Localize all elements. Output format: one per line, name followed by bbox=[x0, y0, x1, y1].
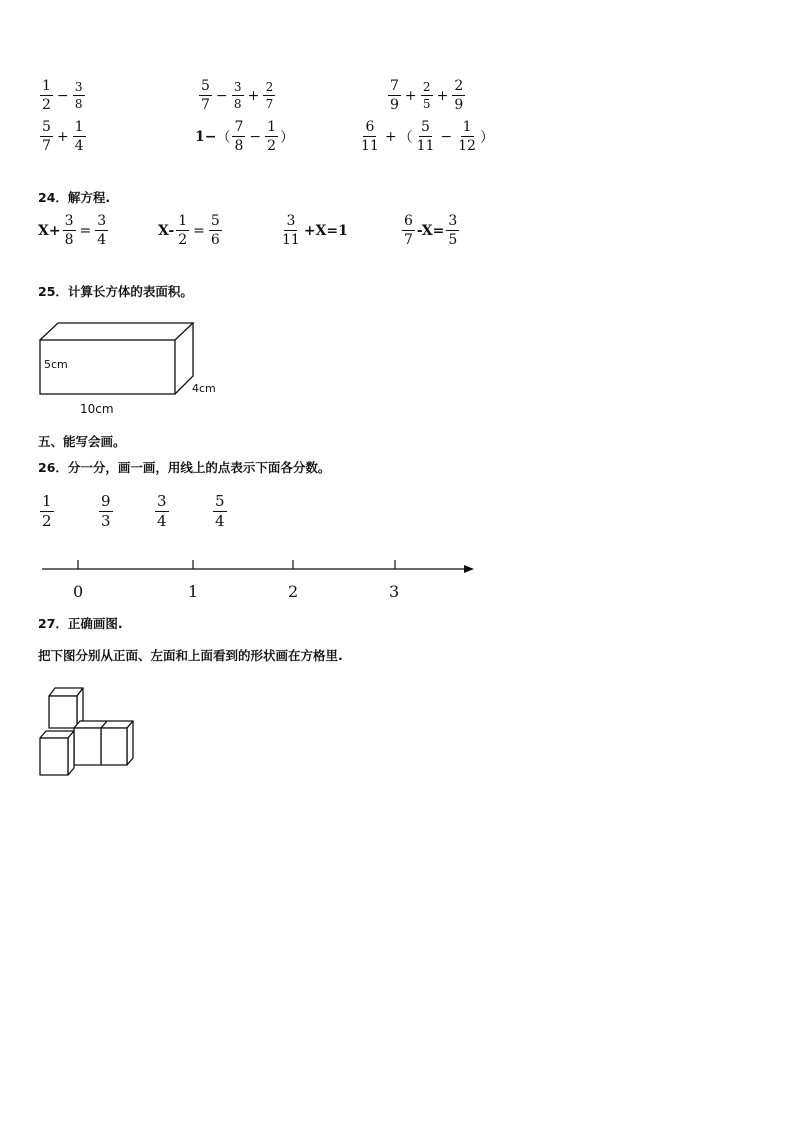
fraction: $\frac{3}{5}$ bbox=[448, 213, 458, 248]
fraction: $\frac{1}{2}$ bbox=[267, 119, 277, 154]
cube-front-face bbox=[74, 728, 101, 765]
calc-expression-6: $\frac{6}{11}$ + （ $\frac{5}{11}$ − $\frac{1}{12}$ ） bbox=[361, 119, 494, 154]
cube-front-face bbox=[101, 728, 127, 765]
fraction: $\frac{3}{8}$ bbox=[232, 81, 244, 110]
fraction: $\frac{5}{6}$ bbox=[210, 213, 220, 248]
cube-front-face bbox=[49, 696, 77, 728]
fraction: $\frac{7}{9}$ bbox=[390, 78, 399, 113]
fraction-item-2 bbox=[97, 494, 115, 529]
fraction: $\frac{1}{2}$ bbox=[42, 78, 51, 113]
section-5-title: 五、能写会画。 bbox=[38, 434, 126, 449]
number-line bbox=[40, 558, 480, 578]
fraction: $\frac{2}{9}$ bbox=[454, 78, 464, 113]
calc-expression-4: $\frac{5}{7}$ + $\frac{1}{4}$ bbox=[42, 119, 84, 154]
equation-4: $\frac{6}{7}$ -X= $\frac{3}{5}$ bbox=[404, 213, 458, 248]
equation-2: X- $\frac{1}{2}$ = $\frac{5}{6}$ bbox=[158, 213, 220, 248]
fraction: $\frac{2}{7}$ bbox=[263, 81, 275, 110]
number-line-label-0: 0 bbox=[73, 582, 84, 601]
calc-expression-2: $\frac{5}{7}$ − $\frac{3}{8}$ + $\frac{2}{7}$ bbox=[197, 79, 277, 112]
fraction: $\frac{1}{4}$ bbox=[74, 119, 84, 154]
number-line-label-3: 3 bbox=[389, 582, 400, 601]
fraction: $\frac{3}{11}$ bbox=[282, 213, 300, 248]
equation-3: $\frac{3}{11}$ +X=1 bbox=[282, 213, 348, 248]
fraction: $\frac{3}{4}$ bbox=[157, 492, 167, 530]
cube-front-face bbox=[40, 738, 68, 775]
fraction: $\frac{7}{8}$ bbox=[234, 119, 244, 154]
fraction: $\frac{3}{8}$ bbox=[64, 213, 74, 248]
cuboid-top-face bbox=[40, 323, 193, 340]
cuboid-height-label: 5cm bbox=[44, 358, 68, 371]
fraction: $\frac{5}{4}$ bbox=[215, 492, 225, 530]
fraction: $\frac{5}{7}$ bbox=[201, 78, 210, 113]
cube-side-face bbox=[127, 721, 133, 765]
fraction-item-3 bbox=[153, 494, 171, 529]
calc-expression-3: $\frac{7}{9}$ + $\frac{2}{5}$ + $\frac{2}{9}$ bbox=[390, 78, 464, 113]
fraction: $\frac{6}{7}$ bbox=[404, 213, 413, 248]
cuboid-depth-label: 4cm bbox=[192, 382, 216, 395]
cube-side-face bbox=[68, 731, 74, 775]
question-27-instruction: 把下图分别从正面、左面和上面看到的形状画在方格里. bbox=[38, 648, 343, 663]
cube-top-face bbox=[74, 721, 107, 728]
fraction: $\frac{3}{8}$ bbox=[73, 81, 85, 110]
equation-1: X+ $\frac{3}{8}$ = $\frac{3}{4}$ bbox=[38, 213, 107, 248]
fraction: $\frac{3}{4}$ bbox=[97, 213, 107, 248]
question-24-title: 24．解方程. bbox=[38, 190, 111, 205]
fraction: $\frac{2}{5}$ bbox=[421, 81, 433, 110]
fraction: $\frac{5}{11}$ bbox=[416, 119, 435, 154]
fraction-item-4 bbox=[211, 494, 229, 529]
number-line-arrow-icon bbox=[464, 565, 474, 573]
fraction: $\frac{1}{12}$ bbox=[458, 119, 476, 154]
fraction-item-1 bbox=[38, 494, 56, 529]
cuboid-side-face bbox=[175, 323, 193, 394]
cuboid-length-label: 10cm bbox=[80, 402, 114, 416]
question-27-title: 27．正确画图. bbox=[38, 616, 123, 631]
fraction: $\frac{9}{3}$ bbox=[101, 492, 111, 530]
number-line-label-1: 1 bbox=[188, 582, 199, 601]
calc-expression-1: $\frac{1}{2}$ − $\frac{3}{8}$ bbox=[38, 79, 87, 112]
cube-stack-figure bbox=[36, 682, 140, 780]
question-25-title: 25．计算长方体的表面积。 bbox=[38, 284, 193, 299]
number-line-label-2: 2 bbox=[288, 582, 299, 601]
fraction: $\frac{6}{11}$ bbox=[361, 119, 379, 154]
calc-expression-5: 1− （ $\frac{7}{8}$ − $\frac{1}{2}$ ） bbox=[195, 119, 295, 154]
fraction: $\frac{1}{2}$ bbox=[178, 213, 188, 248]
fraction: $\frac{1}{2}$ bbox=[42, 492, 52, 530]
question-26-title: 26．分一分，画一画，用线上的点表示下面各分数。 bbox=[38, 460, 331, 475]
fraction: $\frac{5}{7}$ bbox=[42, 119, 51, 154]
